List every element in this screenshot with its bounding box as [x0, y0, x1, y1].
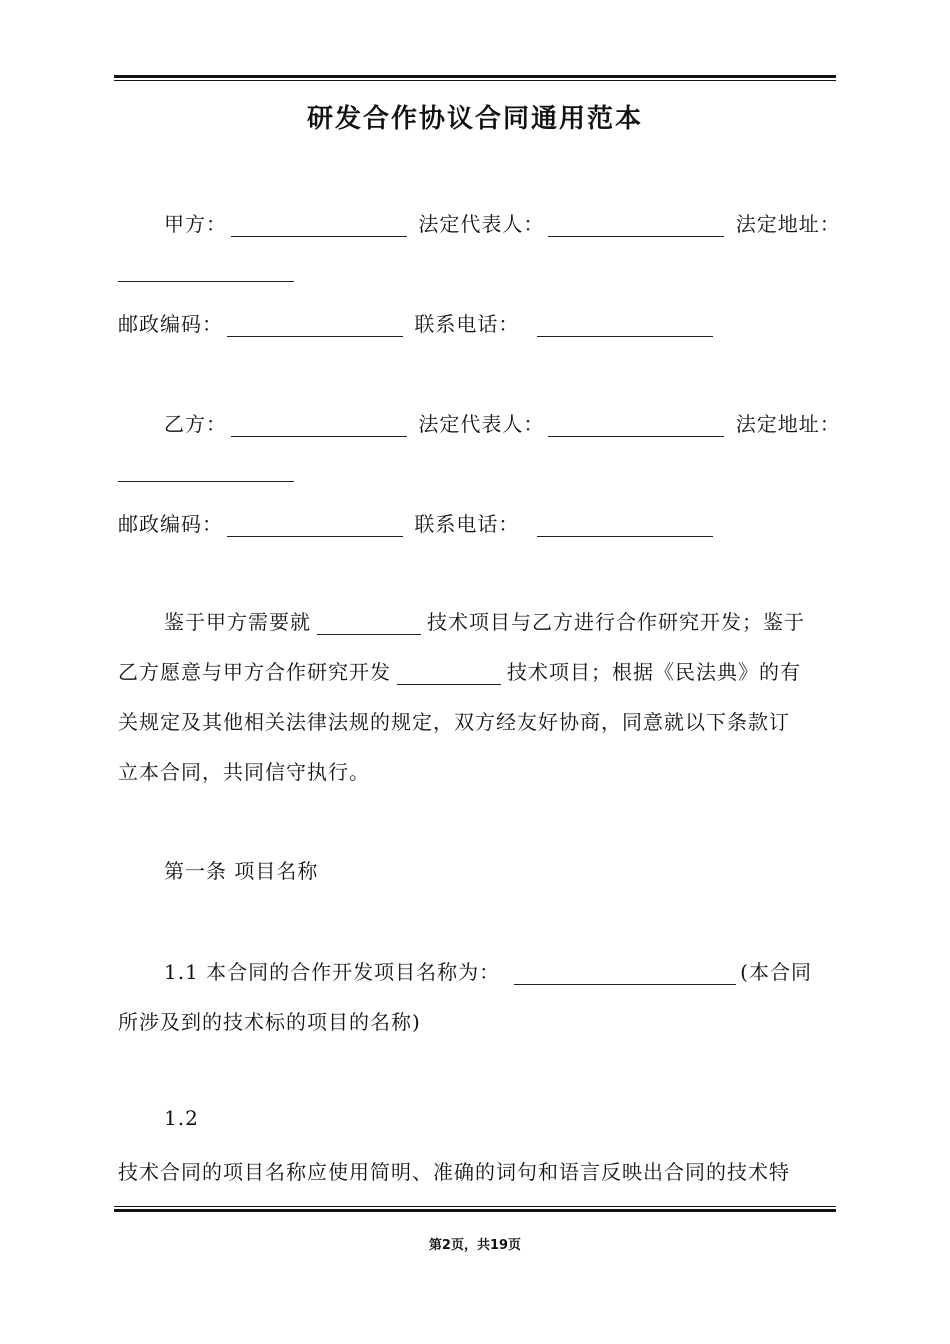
party-a-label: 甲方：: [164, 212, 227, 236]
party-b-phone-label: 联系电话：: [414, 512, 520, 536]
party-a-addr-label: 法定地址：: [735, 212, 841, 236]
party-b-rep-blank: [548, 414, 724, 437]
party-a-rep-label: 法定代表人：: [418, 212, 545, 236]
clause-1-2-number: 1.2: [164, 1106, 199, 1130]
party-a-rep-blank: [548, 214, 724, 237]
project-blank-1: [317, 612, 421, 635]
clause-1-1-cont: 所涉及到的技术标的项目的名称): [118, 1010, 421, 1034]
party-b-line: [164, 408, 841, 437]
party-a-postal-label: 邮政编码：: [118, 312, 223, 336]
article-1-heading: 第一条 项目名称: [164, 859, 319, 883]
party-a-phone-blank: [537, 314, 713, 337]
project-name-blank: [514, 962, 736, 985]
preamble-text: 乙方愿意与甲方合作研究开发: [118, 660, 391, 684]
preamble-text: 技术项目；根据《民法典》的有: [507, 660, 801, 684]
page-title: 研发合作协议合同通用范本: [306, 104, 643, 134]
clause-text: (本合同: [740, 960, 812, 984]
header-rule: [114, 75, 836, 81]
party-b-phone-blank: [537, 514, 713, 537]
party-b-addr-line: [118, 458, 294, 482]
party-b-contact-line: [118, 508, 717, 537]
party-b-postal-blank: [227, 514, 403, 537]
preamble-line-1: [164, 606, 805, 635]
party-b-addr-blank: [118, 459, 294, 482]
preamble-text: 立本合同，共同信守执行。: [118, 760, 370, 784]
preamble-text: 技术项目与乙方进行合作研究开发；鉴于: [427, 610, 805, 634]
footer-rule: [114, 1206, 836, 1212]
clause-1-1: [164, 956, 812, 985]
party-a-addr-line: [118, 258, 294, 282]
party-b-postal-label: 邮政编码：: [118, 512, 223, 536]
preamble-line-4: [118, 756, 370, 785]
party-a-name-blank: [231, 214, 407, 237]
preamble-line-2: [118, 656, 801, 685]
project-blank-2: [397, 662, 501, 685]
party-b-label: 乙方：: [164, 412, 227, 436]
party-a-phone-label: 联系电话：: [414, 312, 520, 336]
page-number: 第2页，共19页: [428, 1238, 522, 1253]
clause-text: 1.1 本合同的合作开发项目名称为：: [164, 960, 501, 984]
party-b-name-blank: [231, 414, 407, 437]
party-b-rep-label: 法定代表人：: [418, 412, 545, 436]
party-a-contact-line: [118, 308, 717, 337]
party-a-line: [164, 208, 841, 237]
clause-1-2-text: 技术合同的项目名称应使用简明、准确的词句和语言反映出合同的技术特: [118, 1160, 790, 1184]
preamble-text: 鉴于甲方需要就: [164, 610, 311, 634]
party-a-addr-blank: [118, 259, 294, 282]
preamble-line-3: [118, 706, 790, 735]
party-a-postal-blank: [227, 314, 403, 337]
preamble-text: 关规定及其他相关法律法规的规定，双方经友好协商，同意就以下条款订: [118, 710, 790, 734]
party-b-addr-label: 法定地址：: [735, 412, 841, 436]
